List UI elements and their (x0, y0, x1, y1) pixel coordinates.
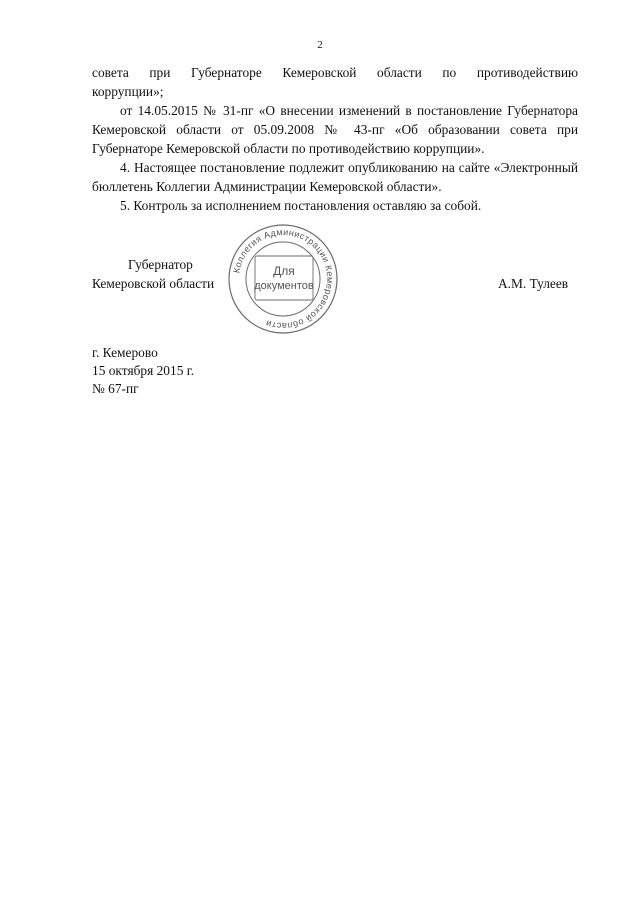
decree-number: № 67-пг (92, 381, 139, 396)
page-number: 2 (317, 39, 323, 51)
stamp-center-line2: документов (254, 280, 314, 292)
signatory-name: А.М. Тулеев (498, 276, 569, 291)
issue-city: г. Кемерово (92, 345, 158, 360)
paragraph-line: коррупции»; (92, 84, 164, 99)
official-stamp (227, 223, 339, 335)
issue-date: 15 октября 2015 г. (92, 363, 195, 378)
stamp-center-line1: Для (273, 264, 295, 278)
paragraph-item-4: 4. Настоящее постановление подлежит опубликованию на сайте «Электронный бюллетень Коллегии Администрации Кемеровской области». (92, 160, 578, 194)
stamp-ring-text: Коллегия Администрации Кемеровской области (231, 226, 336, 332)
document-body (92, 63, 578, 215)
document-footer (92, 344, 194, 398)
paragraph-item-5: 5. Контроль за исполнением постановления оставляю за собой. (120, 198, 482, 213)
paragraph-line: совета при Губернаторе Кемеровской области по противодействию (92, 65, 578, 80)
signature-title: Губернатор (128, 257, 193, 272)
signature-region: Кемеровской области (92, 276, 215, 291)
paragraph-decree-amendment: от 14.05.2015 № 31-пг «О внесении изменений в постановление Губернатора Кемеровской области от 05.09.2008 № 43-пг «Об образовании совета при Губернаторе Кемеровской области по противодействию коррупции». (92, 103, 578, 156)
